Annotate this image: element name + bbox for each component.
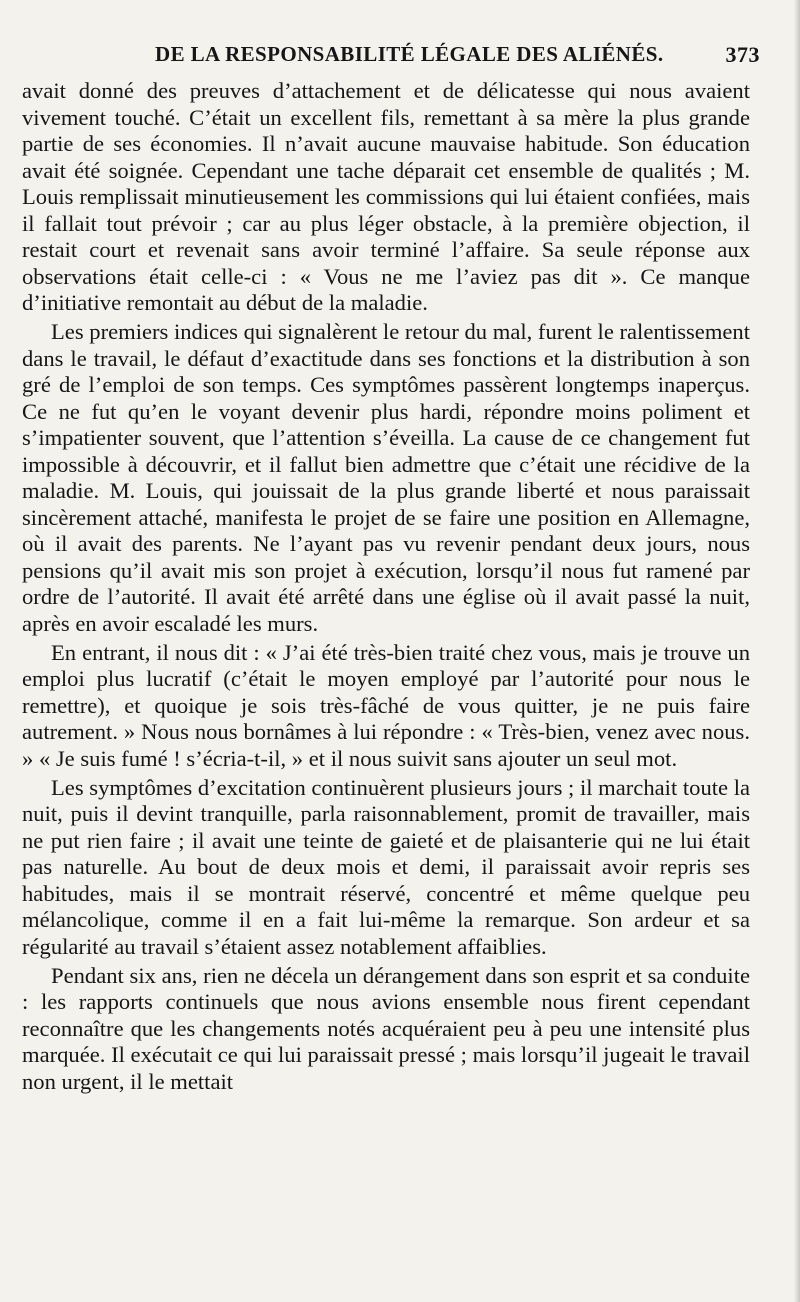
- paragraph-continued: avait donné des preuves d’attachement et de délicatesse qui nous avaient vivement touché. C’était un excellent fils, remettant à sa mère la plus grande partie de ses économies. Il n’avait aucune mauvaise habitude. Son éducation avait été soignée. Cependant une tache déparait cet ensemble de qualités ; M. Louis remplissait minutieusement les commissions qui lui étaient confiées, mais il fallait tout prévoir ; car au plus léger obstacle, à la première objection, il restait court et revenait sans avoir terminé l’affaire. Sa seule réponse aux observations était celle-ci : « Vous ne me l’aviez pas dit ». Ce manque d’initiative remontait au début de la maladie.: [22, 78, 750, 315]
- page-edge-shadow: [794, 0, 800, 1302]
- page-number: 373: [725, 42, 760, 67]
- paragraph: Pendant six ans, rien ne décela un dérangement dans son esprit et sa conduite : les rapports continuels que nous avions ensemble nous firent cependant reconnaître que les changements notés acquéraient peu à peu une intensité plus marquée. Il exécutait ce qui lui paraissait pressé ; mais lorsqu’il jugeait le travail non urgent, il le mettait: [22, 962, 750, 1094]
- running-header: [27, 38, 760, 78]
- body-text: [22, 78, 750, 1095]
- paragraph: Les premiers indices qui signalèrent le retour du mal, furent le ralentissement dans le travail, le défaut d’exactitude dans ses fonctions et la distribution à son gré de l’emploi de son temps. Ces symptômes passèrent longtemps inaperçus. Ce ne fut qu’en le voyant devenir plus hardi, répondre moins poliment et s’impatienter souvent, que l’attention s’éveilla. La cause de ce changement fut impossible à découvrir, et il fallut bien admettre que c’était une récidive de la maladie. M. Louis, qui jouissait de la plus grande liberté et nous paraissait sincèrement attaché, manifesta le projet de se faire une position en Allemagne, où il avait des parents. Ne l’ayant pas vu revenir pendant deux jours, nous pensions qu’il avait mis son projet à exécution, lorsqu’il nous fut ramené par ordre de l’autorité. Il avait été arrêté dans une église où il avait passé la nuit, après en avoir escaladé les murs.: [22, 319, 750, 636]
- paragraph: En entrant, il nous dit : « J’ai été très-bien traité chez vous, mais je trouve un emploi plus lucratif (c’était le moyen employé par l’autorité pour nous le remettre), et quoique je sois très-fâché de vous quitter, je ne puis faire autrement. » Nous nous bornâmes à lui répondre : « Très-bien, venez avec nous. » « Je suis fumé ! s’écria-t-il, » et il nous suivit sans ajouter un seul mot.: [22, 639, 750, 771]
- paragraph: Les symptômes d’excitation continuèrent plusieurs jours ; il marchait toute la nuit, puis il devint tranquille, parla raisonnablement, promit de travailler, mais ne put rien faire ; il avait une teinte de gaieté et de plaisanterie qui ne lui était pas naturelle. Au bout de deux mois et demi, il paraissait avoir repris ses habitudes, mais il se montrait réservé, concentré et même quelque peu mélancolique, comme il en a fait lui-même la remarque. Son ardeur et sa régularité au travail s’étaient assez notablement affaiblies.: [22, 774, 750, 959]
- running-title: DE LA RESPONSABILITÉ LÉGALE DES ALIÉNÉS.: [155, 42, 664, 66]
